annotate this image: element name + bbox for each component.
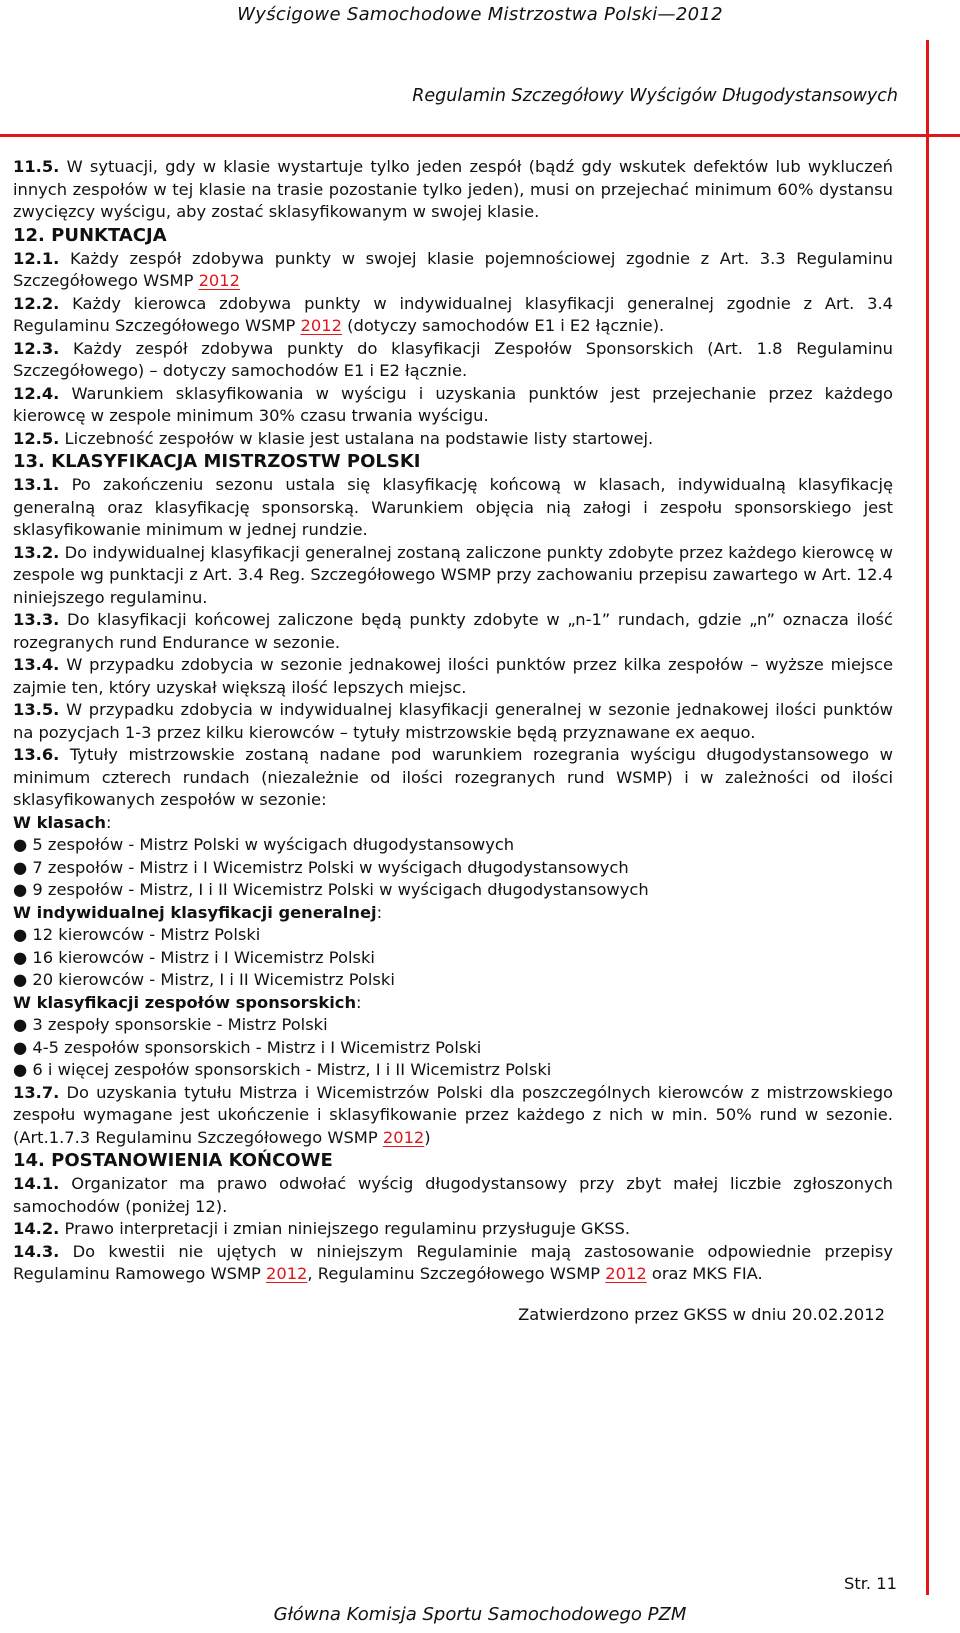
section-title-12: 12. PUNKTACJA bbox=[13, 224, 167, 246]
subheading-colon: : bbox=[376, 902, 383, 922]
paragraph-text: Warunkiem sklasyfikowania w wyścigu i uzyskania punktów jest przejechanie przez każdego kierowcę w zespole minimum 30% czasu trwania wyścigu. bbox=[13, 383, 893, 425]
list-item: ● 7 zespołów - Mistrz i I Wicemistrz Polski w wyścigach długodystansowych bbox=[13, 857, 893, 880]
paragraph-13-3 bbox=[13, 609, 893, 654]
paragraph-number: 13.7. bbox=[13, 1082, 60, 1102]
paragraph-14-3 bbox=[13, 1241, 893, 1286]
paragraph-text: Do uzyskania tytułu Mistrza i Wicemistrzów Polski dla poszczególnych kierowców z mistrzowskiego zespołu wymagane jest ukończenie i sklasyfikowanie przez każdego z nich w min. 50% rund w sezonie. (Art.1.7.3 Regulaminu Szczegółowego WSMP bbox=[13, 1082, 893, 1147]
paragraph-14-1 bbox=[13, 1173, 893, 1218]
paragraph-12-5 bbox=[13, 428, 893, 451]
paragraph-text: Prawo interpretacji i zmian niniejszego regulaminu przysługuje GKSS. bbox=[59, 1219, 631, 1238]
header-rule bbox=[0, 134, 960, 137]
approval-note: Zatwierdzono przez GKSS w dniu 20.02.2012 bbox=[518, 1304, 885, 1324]
paragraph-number: 12.4. bbox=[13, 383, 60, 403]
year-link[interactable]: 2012 bbox=[265, 1264, 308, 1283]
list-item: ● 16 kierowców - Mistrz i I Wicemistrz Polski bbox=[13, 947, 893, 970]
paragraph-number: 12.1. bbox=[13, 248, 60, 268]
paragraph-text: W przypadku zdobycia w sezonie jednakowej ilości punktów przez kilka zespołów – wyższe miejsce zajmie ten, który uzyskał większą ilość lepszych miejsc. bbox=[13, 655, 893, 697]
page-number: Str. 11 bbox=[844, 1574, 897, 1593]
year-link[interactable]: 2012 bbox=[605, 1264, 647, 1283]
list-item: ● 4-5 zespołów sponsorskich - Mistrz i I Wicemistrz Polski bbox=[13, 1037, 893, 1060]
paragraph-text: Tytuły mistrzowskie zostaną nadane pod warunkiem rozegrania wyścigu długodystansowego w minimum czterech rundach (niezależnie od ilości rozegranych rund WSMP) i w zależności od ilości sklasyfikowanych zespołów w sezonie: bbox=[13, 745, 893, 809]
paragraph-number: 13.1. bbox=[13, 475, 60, 494]
subheading-colon: : bbox=[356, 992, 362, 1012]
paragraph-13-1 bbox=[13, 474, 893, 542]
paragraph-number: 13.4. bbox=[13, 655, 60, 674]
paragraph-13-4 bbox=[13, 654, 893, 699]
paragraph-13-2 bbox=[13, 542, 893, 610]
paragraph-text: Organizator ma prawo odwołać wyścig długodystansowy przy zbyt małej liczbie zgłoszonych samochodów (poniżej 12). bbox=[13, 1174, 893, 1216]
paragraph-12-2 bbox=[13, 293, 893, 338]
subheading-text: W indywidualnej klasyfikacji generalnej bbox=[13, 902, 377, 922]
list-item: ● 6 i więcej zespołów sponsorskich - Mistrz, I i II Wicemistrz Polski bbox=[13, 1059, 893, 1082]
paragraph-number: 11.5. bbox=[13, 157, 60, 176]
paragraph-text: Po zakończeniu sezonu ustala się klasyfikację końcową w klasach, indywidualną klasyfikację generalną oraz klasyfikację sponsorską. Warunkiem objęcia nią załogi i zespołu sponsorskiego jest sklasyfikowanie minimum w jednej rundzie. bbox=[13, 475, 893, 539]
paragraph-12-3 bbox=[13, 338, 893, 383]
list-item: ● 20 kierowców - Mistrz, I i II Wicemistrz Polski bbox=[13, 969, 893, 992]
paragraph-text-mid: , Regulaminu Szczegółowego WSMP bbox=[307, 1264, 606, 1283]
subheading-sponsorska bbox=[13, 992, 893, 1015]
paragraph-number: 13.2. bbox=[13, 542, 60, 562]
list-item: ● 3 zespoły sponsorskie - Mistrz Polski bbox=[13, 1014, 893, 1037]
document-header-subtitle: Regulamin Szczegółowy Wyścigów Długodystansowych bbox=[412, 86, 898, 106]
paragraph-text: W sytuacji, gdy w klasie wystartuje tylko jeden zespół (bądź gdy wskutek defektów lub wykluczeń innych zespołów w tej klasie na trasie pozostanie tylko jeden), musi on przejechać minimum 60% dystansu zwycięzcy wyścigu, aby zostać sklasyfikowanym w swojej klasie. bbox=[13, 157, 893, 221]
subheading-colon: : bbox=[105, 812, 112, 832]
paragraph-text-tail: (dotyczy samochodów E1 i E2 łącznie). bbox=[341, 316, 665, 335]
paragraph-13-7 bbox=[13, 1082, 893, 1150]
subheading-text: W klasach bbox=[13, 812, 106, 832]
paragraph-number: 12.2. bbox=[13, 293, 60, 313]
paragraph-number: 12.5. bbox=[13, 428, 60, 448]
paragraph-text: Liczebność zespołów w klasie jest ustalana na podstawie listy startowej. bbox=[59, 428, 654, 448]
subheading-klasy bbox=[13, 812, 893, 835]
document-body bbox=[13, 156, 893, 1326]
list-item: ● 5 zespołów - Mistrz Polski w wyścigach długodystansowych bbox=[13, 834, 893, 857]
section-title-14: 14. POSTANOWIENIA KOŃCOWE bbox=[13, 1150, 333, 1171]
paragraph-number: 12.3. bbox=[13, 338, 60, 358]
paragraph-13-6 bbox=[13, 744, 893, 812]
paragraph-13-5 bbox=[13, 699, 893, 744]
document-footer: Główna Komisja Sportu Samochodowego PZM bbox=[273, 1604, 687, 1625]
margin-rule bbox=[926, 40, 929, 1595]
year-link[interactable]: 2012 bbox=[300, 316, 342, 335]
subheading-text: W klasyfikacji zespołów sponsorskich bbox=[13, 992, 357, 1012]
paragraph-text: Każdy zespół zdobywa punkty do klasyfikacji Zespołów Sponsorskich (Art. 1.8 Regulaminu Szczegółowego) – dotyczy samochodów E1 i E2 łącznie. bbox=[13, 338, 893, 380]
paragraph-11-5 bbox=[13, 156, 893, 224]
year-link[interactable]: 2012 bbox=[382, 1127, 425, 1147]
list-item: ● 9 zespołów - Mistrz, I i II Wicemistrz Polski w wyścigach długodystansowych bbox=[13, 879, 893, 902]
subheading-indywidualna bbox=[13, 902, 893, 925]
paragraph-text-tail: oraz MKS FIA. bbox=[646, 1264, 763, 1283]
paragraph-text-tail: ) bbox=[424, 1127, 431, 1147]
paragraph-number: 14.3. bbox=[13, 1241, 60, 1261]
paragraph-14-2 bbox=[13, 1218, 893, 1241]
paragraph-number: 13.6. bbox=[13, 745, 60, 764]
year-link[interactable]: 2012 bbox=[198, 271, 240, 290]
list-item: ● 12 kierowców - Mistrz Polski bbox=[13, 924, 893, 947]
paragraph-text: Każdy kierowca zdobywa punkty w indywidualnej klasyfikacji generalnej zgodnie z Art. 3.4 Regulaminu Szczegółowego WSMP bbox=[13, 293, 893, 335]
paragraph-text: Do indywidualnej klasyfikacji generalnej zostaną zaliczone punkty zdobyte przez każdego kierowcę w zespole wg punktacji z Art. 3.4 Reg. Szczegółowego WSMP przy zachowaniu przepisu zawartego w Art. 12.4 niniejszego regulaminu. bbox=[13, 542, 893, 607]
paragraph-number: 14.2. bbox=[13, 1219, 60, 1238]
paragraph-12-4 bbox=[13, 383, 893, 428]
paragraph-text: W przypadku zdobycia w indywidualnej klasyfikacji generalnej w sezonie jednakowej ilości punktów na pozycjach 1-3 przez kilku kierowców – tytuły mistrzowskie będą przyznawane ex aequo. bbox=[13, 700, 893, 742]
paragraph-12-1 bbox=[13, 248, 893, 293]
paragraph-text: Każdy zespół zdobywa punkty w swojej klasie pojemnościowej zgodnie z Art. 3.3 Regulaminu Szczegółowego WSMP bbox=[13, 248, 893, 290]
section-title-13: 13. KLASYFIKACJA MISTRZOSTW POLSKI bbox=[13, 451, 421, 472]
paragraph-text: Do kwestii nie ujętych w niniejszym Regulaminie mają zastosowanie odpowiednie przepisy Regulaminu Ramowego WSMP bbox=[13, 1241, 893, 1283]
paragraph-number: 14.1. bbox=[13, 1174, 60, 1193]
paragraph-text: Do klasyfikacji końcowej zaliczone będą punkty zdobyte w „n-1” rundach, gdzie „n” oznacza ilość rozegranych rund Endurance w sezonie. bbox=[13, 610, 893, 652]
paragraph-number: 13.3. bbox=[13, 610, 60, 629]
document-header-title: Wyścigowe Samochodowe Mistrzostwa Polski—2012 bbox=[237, 4, 723, 25]
paragraph-number: 13.5. bbox=[13, 700, 60, 719]
